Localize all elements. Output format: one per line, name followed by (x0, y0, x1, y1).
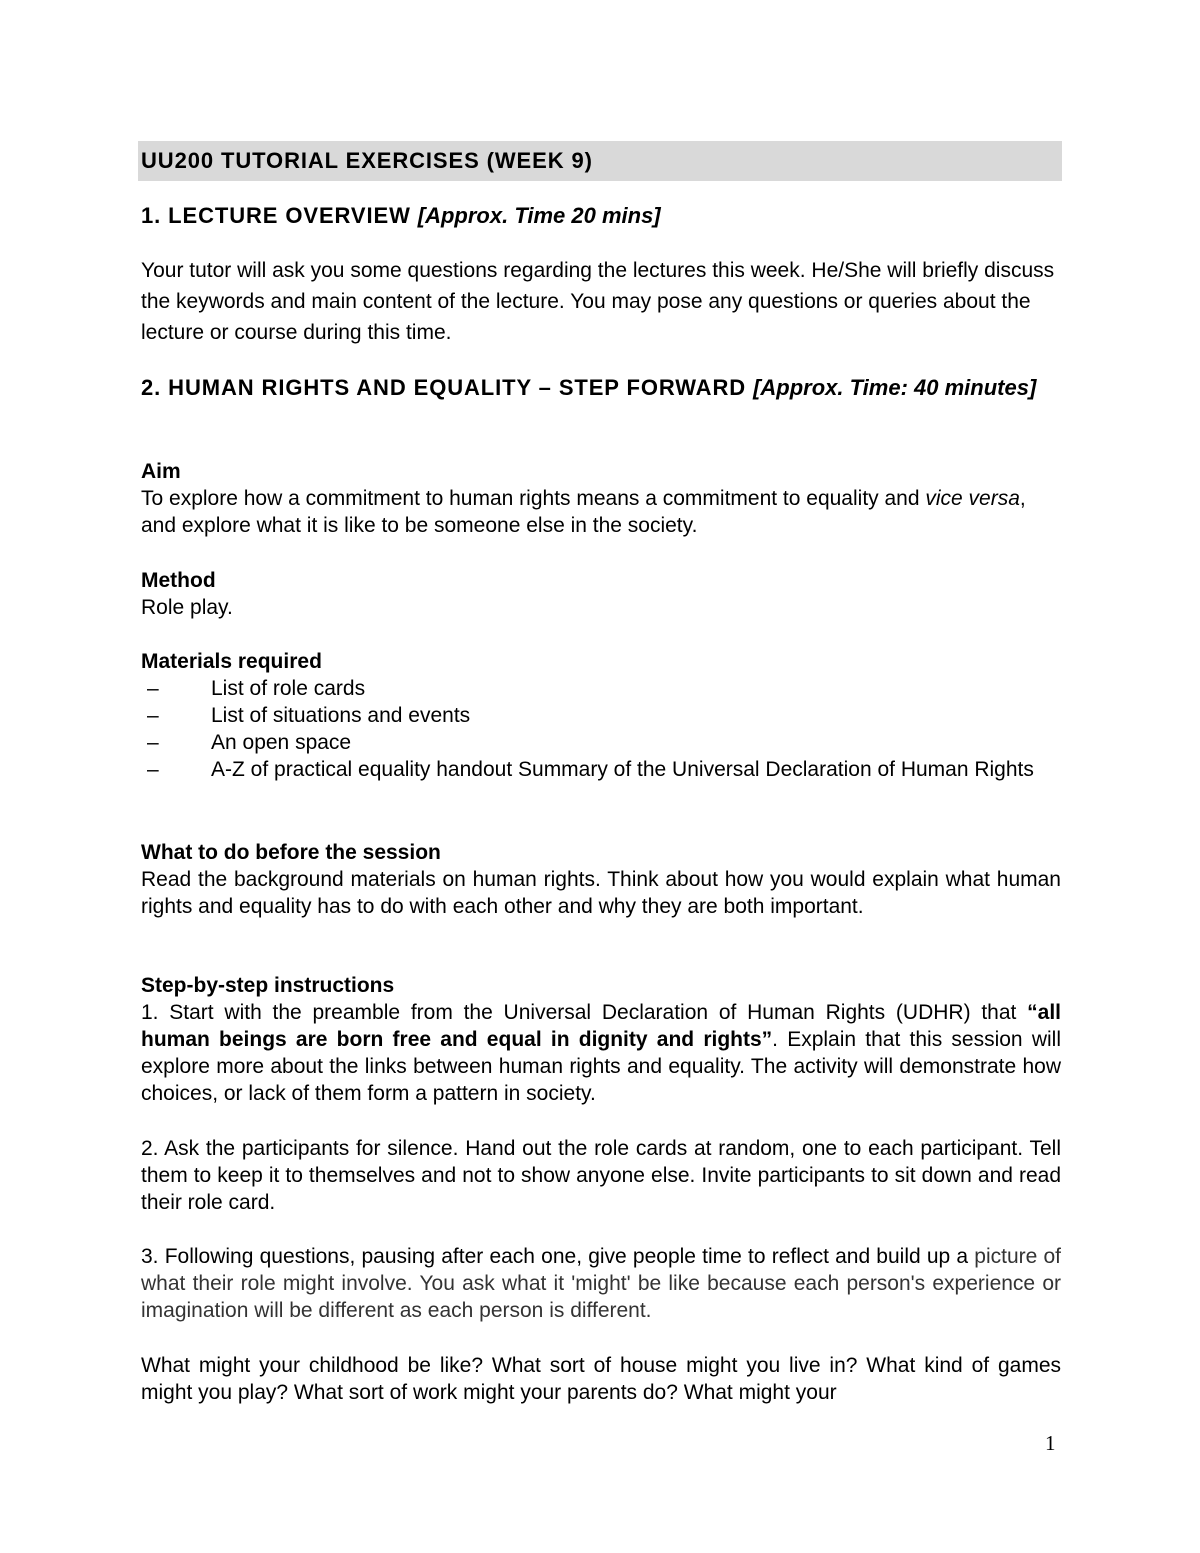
list-item: – List of role cards (141, 675, 1061, 702)
reflection-questions: What might your childhood be like? What sort of house might you live in? What kind of games might you play? What sort of work might your parents do? What might your (141, 1354, 1061, 1404)
step-3 (141, 1243, 1061, 1324)
document-title: UU200 TUTORIAL EXERCISES (WEEK 9) (138, 141, 1062, 181)
list-item: – An open space (141, 729, 1061, 756)
method-text: Role play. (141, 596, 233, 619)
step-2: 2. Ask the participants for silence. Hand out the role cards at random, one to each participant. Tell them to keep it to themselves and not to show anyone else. Invite participants to sit down and read their role card. (141, 1137, 1061, 1214)
method-label: Method (141, 569, 216, 592)
materials-label: Materials required (141, 650, 322, 673)
method-block (141, 567, 1061, 621)
list-item: – List of situations and events (141, 702, 1061, 729)
aim-text-end: , and explore what it is like to be someone else in the society. (141, 487, 1026, 537)
aim-text-italic: vice versa (925, 487, 1020, 510)
section-1-time-note: [Approx. Time 20 mins] (417, 203, 661, 228)
steps-label: Step-by-step instructions (141, 974, 395, 997)
section-1-heading (141, 199, 1061, 233)
materials-block (141, 648, 1061, 783)
section-1-body: Your tutor will ask you some questions regarding the lectures this week. He/She will briefly discuss the keywords and main content of the lecture. You may pose any questions or queries about the lecture or course during this time. (141, 259, 1055, 344)
section-2-time-note: [Approx. Time: 40 minutes] (753, 375, 1037, 400)
before-session-label: What to do before the session (141, 841, 441, 864)
step-3-start: 3. Following questions, pausing after each one, give people time to reflect and build up a (141, 1245, 975, 1268)
page-number: 1 (1045, 1431, 1056, 1455)
step-1-quote: “all human beings are born free and equal in dignity and rights” (141, 1001, 1061, 1051)
aim-block (141, 458, 1061, 539)
step-3-end: picture of what their role might involve. You ask what it 'might' be like because each person's experience or imagination will be different as each person is different. (141, 1245, 1061, 1322)
before-session-text: Read the background materials on human rights. Think about how you would explain what human rights and equality has to do with each other and why they are both important. (141, 868, 1061, 918)
materials-list (141, 675, 1061, 783)
before-session-block (141, 839, 1061, 920)
step-1-start: 1. Start with the preamble from the Universal Declaration of Human Rights (UDHR) that (141, 1001, 1028, 1024)
aim-text-start: To explore how a commitment to human rights means a commitment to equality and (141, 487, 926, 510)
aim-label: Aim (141, 460, 181, 483)
section-1-heading-text: 1. LECTURE OVERVIEW (141, 203, 411, 228)
section-2-heading-text: 2. HUMAN RIGHTS AND EQUALITY – STEP FORWARD (141, 375, 747, 400)
section-2-heading (141, 370, 1061, 406)
list-item: – A-Z of practical equality handout Summary of the Universal Declaration of Human Rights (141, 756, 1061, 783)
step-1-end: . Explain that this session will explore more about the links between human rights and equality. The activity will demonstrate how choices, or lack of them form a pattern in society. (141, 1028, 1061, 1105)
steps-block (141, 972, 1061, 1107)
